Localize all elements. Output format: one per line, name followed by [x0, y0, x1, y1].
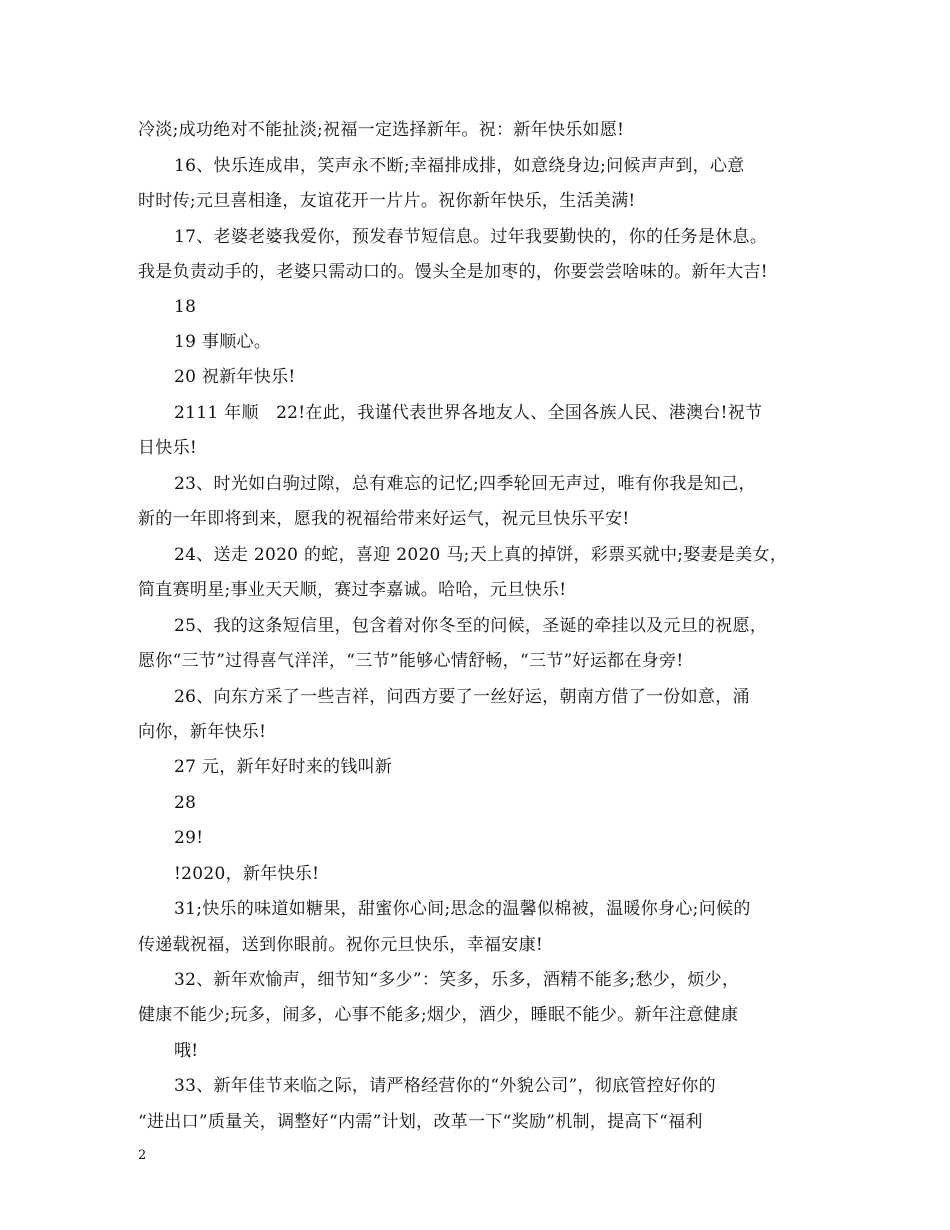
text-line: 简直赛明星;事业天天顺，赛过李嘉诚。哈哈，元旦快乐! [138, 580, 567, 600]
text-line: 传递载祝福，送到你眼前。祝你元旦快乐，幸福安康! [138, 935, 544, 955]
text-line: 我是负责动手的，老婆只需动口的。馒头全是加枣的，你要尝尝啥味的。新年大吉! [138, 262, 768, 282]
text-line: 31;快乐的味道如糖果，甜蜜你心间;思念的温馨似棉被，温暖你身心;问候的 [174, 899, 751, 919]
text-line: 17、老婆老婆我爱你，预发春节短信息。过年我要勤快的，你的任务是休息。 [174, 227, 768, 247]
text-line: 27 元，新年好时来的钱叫新 [174, 757, 393, 777]
text-line: 16、快乐连成串，笑声永不断;幸福排成排，如意绕身边;问候声声到，心意 [174, 156, 745, 176]
text-line: 32、新年欢愉声，细节知“多少”：笑多，乐多，酒精不能多;愁少，烦少， [174, 970, 740, 990]
text-line: 新的一年即将到来，愿我的祝福给带来好运气，祝元旦快乐平安! [138, 509, 630, 529]
text-line: 24、送走 2020 的蛇，喜迎 2020 马;天上真的掉饼，彩票买就中;娶妻是美女， [174, 545, 788, 565]
text-line: 日快乐! [138, 438, 198, 458]
text-line: 愿你“三节”过得喜气洋洋，“三节”能够心情舒畅，“三节”好运都在身旁! [138, 651, 684, 671]
text-line: 25、我的这条短信里，包含着对你冬至的问候，圣诞的牵挂以及元旦的祝愿， [174, 616, 768, 636]
text-line: 26、向东方采了一些吉祥，问西方要了一丝好运，朝南方借了一份如意，涌 [174, 687, 750, 707]
text-line: 23、时光如白驹过隙，总有难忘的记忆;四季轮回无声过，唯有你我是知己， [174, 474, 756, 494]
text-line: 28 [174, 793, 197, 813]
page-number: 2 [138, 1148, 147, 1163]
text-line: 29! [174, 828, 204, 848]
text-line: 冷淡;成功绝对不能扯淡;祝福一定选择新年。祝：新年快乐如愿! [138, 120, 625, 140]
text-line: “进出口”质量关，调整好“内需”计划，改革一下“奖励”机制，提高下“福利 [138, 1112, 703, 1132]
text-line: 19 事顺心。 [174, 332, 272, 352]
text-line: 20 祝新年快乐! [174, 367, 296, 387]
text-line: 向你，新年快乐! [138, 722, 267, 742]
text-line: 33、新年佳节来临之际，请严格经营你的“外貌公司”，彻底管控好你的 [174, 1076, 716, 1096]
text-line: 18 [174, 297, 197, 317]
text-line: 哦! [174, 1041, 199, 1061]
text-line: 健康不能少;玩多，闹多，心事不能多;烟少，酒少，睡眠不能少。新年注意健康 [138, 1005, 739, 1025]
text-line: 时时传;元旦喜相逢，友谊花开一片片。祝你新年快乐，生活美满! [138, 191, 636, 211]
text-line: !2020，新年快乐! [174, 864, 320, 884]
text-line: 2111 年顺 22!在此，我谨代表世界各地友人、全国各族人民、港澳台!祝节 [174, 403, 763, 423]
